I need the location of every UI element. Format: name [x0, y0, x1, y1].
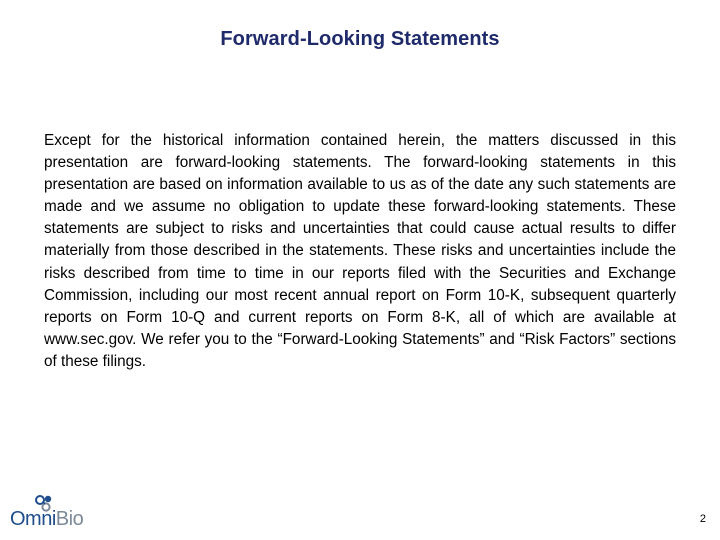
page-number: 2 — [699, 513, 706, 525]
logo-text-bio: Bio — [55, 508, 84, 530]
logo-text-omni: Omni — [10, 508, 56, 530]
slide-title: Forward-Looking Statements — [220, 28, 500, 50]
disclaimer-paragraph: Except for the historical information contained herein, the matters discussed in this presentation are forward-looking statements. The forward-looking statements in this presentation are based on information available to us as of the date any such statements are made and we assume no obligation to update these forward-looking statements. These statements are subject to risks and uncertainties that could cause actual results to differ materially from those described in the statements. These risks and uncertainties include the risks described from time to time in our reports filed with the Securities and Exchange Commission, including our most recent annual report on Form 10-K, subsequent quarterly reports on Form 10-Q and current reports on Form 8-K, all of which are available at www.sec.gov. We refer you to the “Forward-Looking Statements” and “Risk Factors” sections of these filings. — [44, 132, 676, 370]
company-logo — [10, 494, 120, 534]
logo-wordmark — [10, 508, 83, 531]
